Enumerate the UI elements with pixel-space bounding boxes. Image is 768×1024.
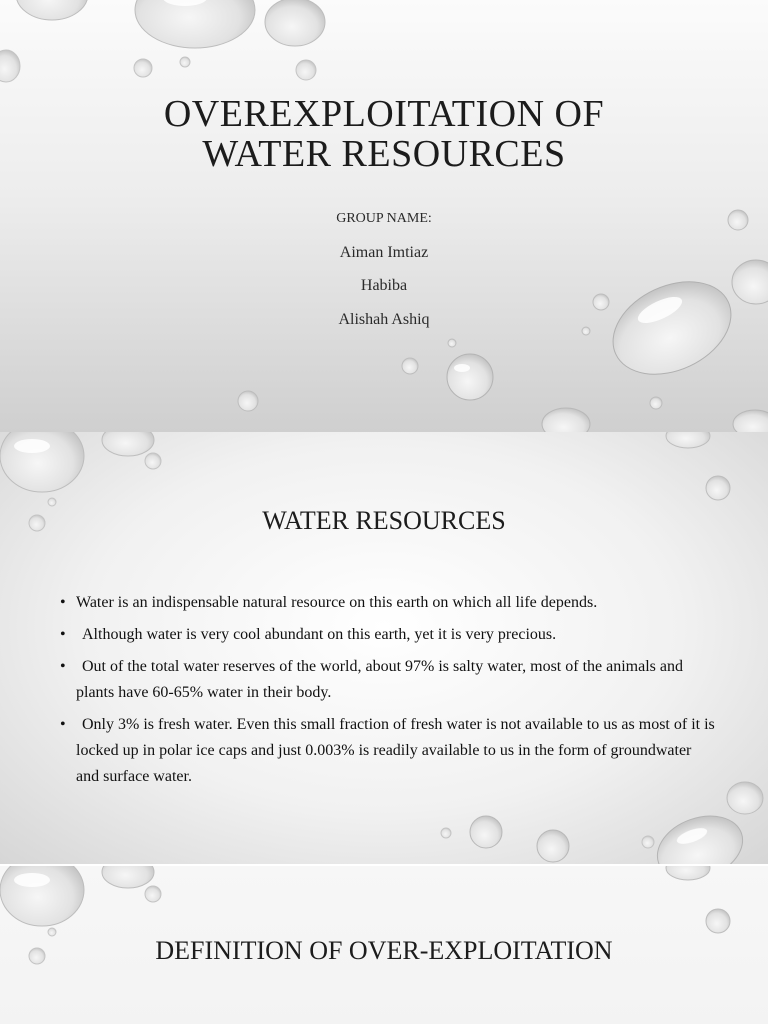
bullet-text: Only 3% is fresh water. Even this small fraction of fresh water is not available to us as most of it is locked up in polar ice caps and just 0.003% is readily available to us in the form of groundwater and surface water. — [76, 716, 715, 785]
bullet-text: Water is an indispensable natural resource on this earth on which all life depends. — [76, 594, 598, 611]
member-name: Alishah Ashiq — [338, 311, 430, 328]
slide-heading: DEFINITION OF OVER-EXPLOITATION — [155, 936, 613, 965]
slide-title — [0, 0, 768, 432]
bullet-text: Out of the total water reserves of the world, about 97% is salty water, most of the animals and plants have 60-65% water in their body. — [76, 658, 683, 701]
title-line-1: OVEREXPLOITATION OF — [163, 93, 605, 135]
bullet-marker: • — [60, 658, 66, 675]
list-item — [58, 654, 718, 706]
bullet-marker: • — [60, 626, 66, 643]
group-name-label: GROUP NAME: — [336, 211, 432, 226]
slide-heading: WATER RESOURCES — [262, 506, 506, 535]
bullet-marker: • — [60, 716, 66, 733]
bullet-marker: • — [60, 594, 66, 611]
presentation-title — [0, 94, 768, 174]
list-item — [58, 622, 718, 648]
member-name: Habiba — [360, 277, 408, 294]
title-line-2: WATER RESOURCES — [202, 133, 566, 175]
bullet-text: Although water is very cool abundant on this earth, yet it is very precious. — [82, 626, 557, 643]
slide-definition — [0, 866, 768, 1024]
slide-water-resources — [0, 432, 768, 864]
list-item — [58, 590, 718, 616]
list-item — [58, 712, 718, 790]
member-name: Aiman Imtiaz — [339, 244, 429, 261]
bullet-list — [58, 590, 718, 796]
